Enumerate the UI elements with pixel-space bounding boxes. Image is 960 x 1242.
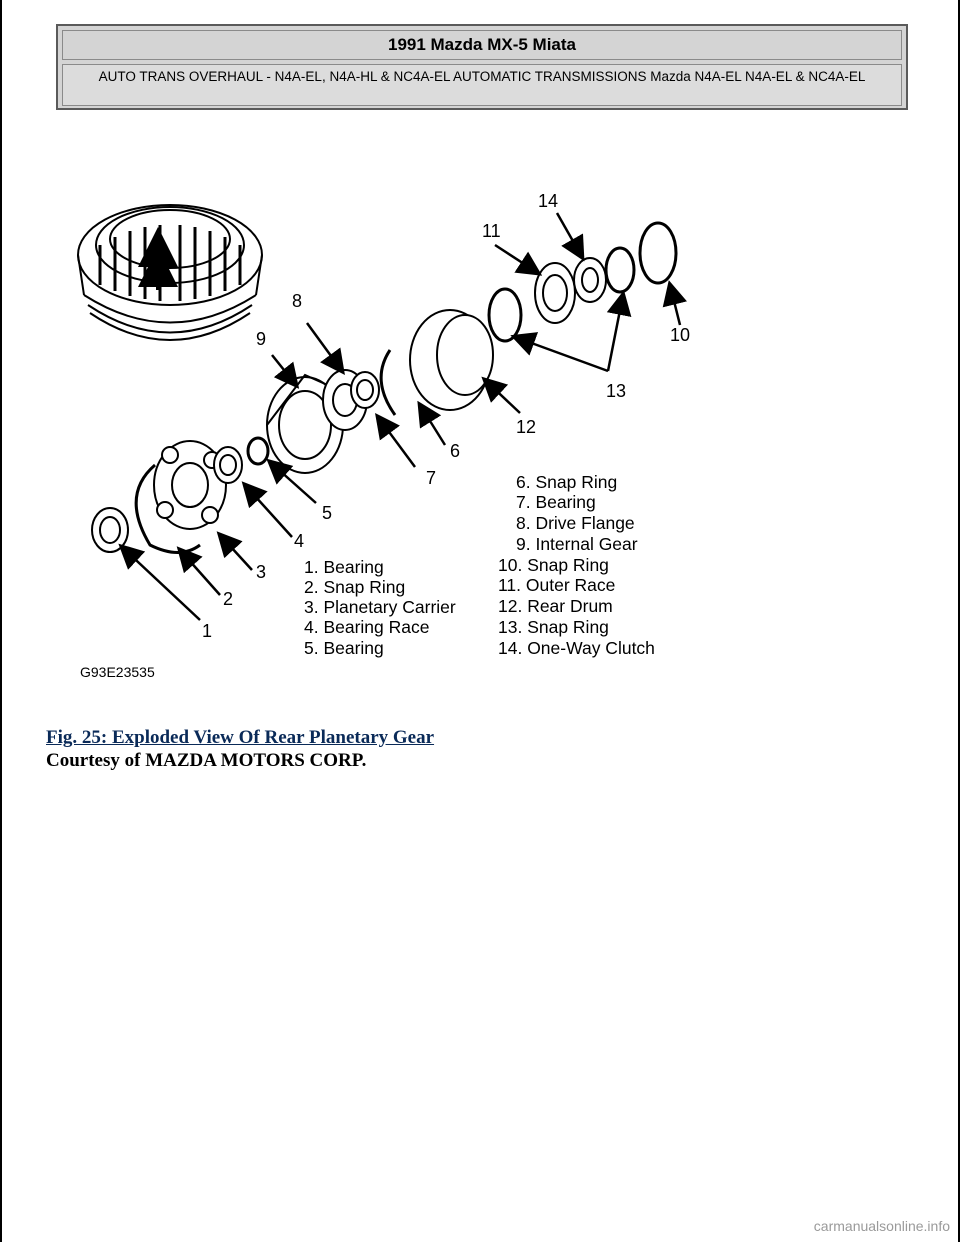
callout-8: 8 <box>292 291 303 311</box>
legend-item: 7. Bearing <box>516 492 596 512</box>
page-border-left <box>0 0 2 1242</box>
legend-item: 3. Planetary Carrier <box>304 597 456 617</box>
watermark: carmanualsonline.info <box>813 1218 950 1234</box>
legend-item: 11. Outer Race <box>498 575 616 595</box>
figure-caption: Fig. 25: Exploded View Of Rear Planetary Gear <box>46 727 435 748</box>
callout-2: 2 <box>223 589 234 609</box>
callout-6: 6 <box>450 441 461 461</box>
legend-right <box>498 472 655 658</box>
legend-item: 4. Bearing Race <box>304 617 430 637</box>
callout-11: 11 <box>482 221 501 241</box>
legend-item: 12. Rear Drum <box>498 596 613 616</box>
exploded-view-illustration <box>60 175 720 685</box>
exploded-view-figure <box>60 175 720 685</box>
callout-7: 7 <box>426 468 437 488</box>
callout-10: 10 <box>670 325 691 345</box>
legend-left <box>304 557 456 658</box>
callout-4: 4 <box>294 531 305 551</box>
callout-14: 14 <box>538 191 559 211</box>
legend-item: 6. Snap Ring <box>516 472 618 492</box>
legend-item: 1. Bearing <box>304 557 384 577</box>
callout-1: 1 <box>202 621 213 641</box>
header-title: 1991 Mazda MX-5 Miata <box>62 30 902 60</box>
callout-5: 5 <box>322 503 333 523</box>
legend-item: 2. Snap Ring <box>304 577 406 597</box>
figure-id: G93E23535 <box>80 664 155 680</box>
header-subtitle: AUTO TRANS OVERHAUL - N4A-EL, N4A-HL & NC4A-EL AUTOMATIC TRANSMISSIONS Mazda N4A-EL N4A-EL & NC4A-EL <box>62 64 902 106</box>
document-header <box>56 24 908 110</box>
legend-item: 9. Internal Gear <box>516 534 638 554</box>
callout-12: 12 <box>516 417 537 437</box>
legend-item: 13. Snap Ring <box>498 617 609 637</box>
callout-3: 3 <box>256 562 267 582</box>
legend-item: 5. Bearing <box>304 638 384 658</box>
legend-item: 14. One-Way Clutch <box>498 638 655 658</box>
legend-item: 8. Drive Flange <box>516 513 635 533</box>
legend-item: 10. Snap Ring <box>498 555 609 575</box>
callout-9: 9 <box>256 329 267 349</box>
clutch-drum-drawing <box>78 205 262 340</box>
callout-13: 13 <box>606 381 627 401</box>
courtesy-line: Courtesy of MAZDA MOTORS CORP. <box>46 750 367 771</box>
